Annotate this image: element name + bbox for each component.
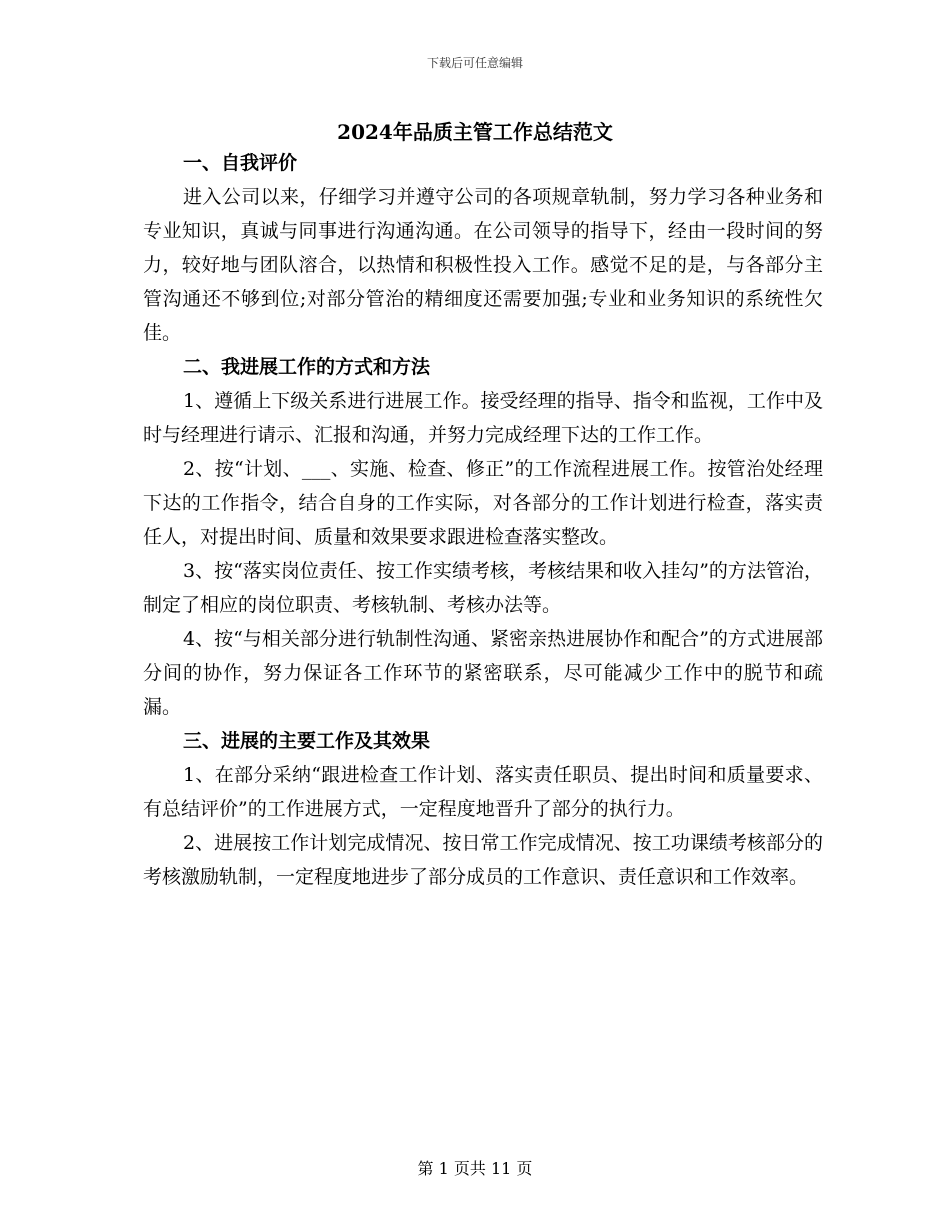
paragraph: 3、按“落实岗位责任、按工作实绩考核，考核结果和收入挂勾”的方法管治，制定了相应的岗位职责、考核轨制、考核办法等。 [143,560,823,616]
paragraph: 进入公司以来，仔细学习并遵守公司的各项规章轨制，努力学习各种业务和专业知识，真诚与同事进行沟通沟通。在公司领导的指导下，经由一段时间的努力，较好地与团队溶合，以热情和积极性投入工作。感觉不足的是，与各部分主管沟通还不够到位;对部分管治的精细度还需要加强;专业和业务知识的系统性欠佳。 [143,186,823,344]
section-heading: 三、进展的主要工作及其效果 [183,730,431,752]
paragraph: 1、在部分采纳“跟进检查工作计划、落实责任职员、提出时间和质量要求、有总结评价”的工作进展方式，一定程度地晋升了部分的执行力。 [143,764,823,820]
page-footer: 第 1 页共 11 页 [417,1159,533,1178]
section-heading: 二、我进展工作的方式和方法 [183,356,431,378]
paragraph: 1、遵循上下级关系进行进展工作。接受经理的指导、指令和监视，工作中及时与经理进行请示、汇报和沟通，并努力完成经理下达的工作工作。 [143,390,823,446]
section-heading: 一、自我评价 [183,152,298,174]
paragraph: 2、进展按工作计划完成情况、按日常工作完成情况、按工功课绩考核部分的考核激励轨制，一定程度地进步了部分成员的工作意识、责任意识和工作效率。 [143,832,823,888]
document-title: 2024年品质主管工作总结范文 [337,120,613,144]
document-body [143,146,823,894]
paragraph: 4、按“与相关部分进行轨制性沟通、紧密亲热进展协作和配合”的方式进展部分间的协作，努力保证各工作环节的紧密联系，尽可能减少工作中的脱节和疏漏。 [143,628,823,718]
page-header: 下载后可任意编辑 [426,56,523,70]
paragraph: 2、按“计划、___、实施、检查、修正”的工作流程进展工作。按管治处经理下达的工作指令，结合自身的工作实际，对各部分的工作计划进行检查，落实责任人，对提出时间、质量和效果要求跟进检查落实整改。 [143,458,823,548]
